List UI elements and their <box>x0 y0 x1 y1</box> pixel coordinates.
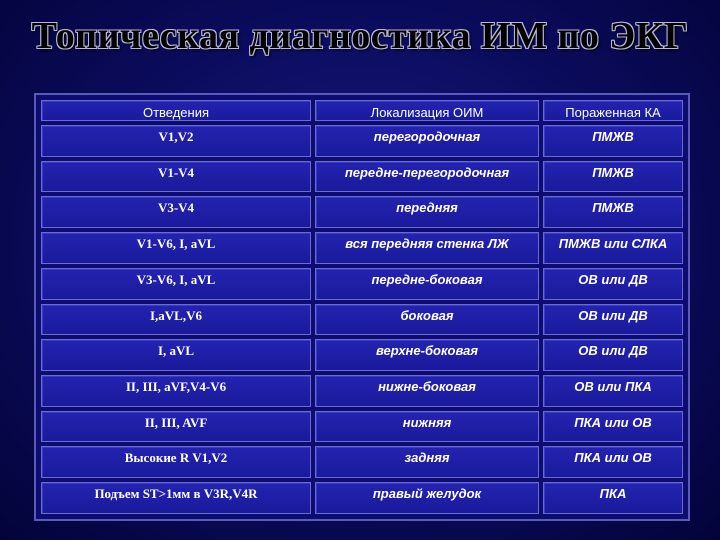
cell-artery: ОВ или ДВ <box>543 304 683 336</box>
table-row <box>41 196 683 228</box>
cell-artery: ПКА или ОВ <box>543 446 683 478</box>
cell-artery: ПКА <box>543 482 683 514</box>
cell-localization: перегородочная <box>315 125 539 157</box>
cell-localization: боковая <box>315 304 539 336</box>
table-row <box>41 339 683 371</box>
table-row <box>41 161 683 193</box>
cell-leads: Подъем ST>1мм в V3R,V4R <box>41 482 311 514</box>
cell-leads: V1-V6, I, aVL <box>41 232 311 264</box>
cell-localization: верхне-боковая <box>315 339 539 371</box>
table-row <box>41 446 683 478</box>
table-row <box>41 304 683 336</box>
header-leads: Отведения <box>41 100 311 121</box>
cell-localization: передне-перегородочная <box>315 161 539 193</box>
table-row <box>41 232 683 264</box>
cell-localization: передне-боковая <box>315 268 539 300</box>
cell-localization: нижне-боковая <box>315 375 539 407</box>
ecg-localization-table <box>37 96 687 518</box>
cell-localization: передняя <box>315 196 539 228</box>
cell-localization: нижняя <box>315 411 539 443</box>
cell-artery: ОВ или ПКА <box>543 375 683 407</box>
table-row <box>41 411 683 443</box>
table-row <box>41 375 683 407</box>
cell-leads: V1,V2 <box>41 125 311 157</box>
cell-artery: ОВ или ДВ <box>543 268 683 300</box>
cell-leads: I, aVL <box>41 339 311 371</box>
cell-artery: ОВ или ДВ <box>543 339 683 371</box>
cell-localization: вся передняя стенка ЛЖ <box>315 232 539 264</box>
cell-artery: ПКА или ОВ <box>543 411 683 443</box>
table-row <box>41 268 683 300</box>
table-row <box>41 125 683 157</box>
cell-leads: V3-V4 <box>41 196 311 228</box>
slide-title: Топическая диагностика ИМ по ЭКГ <box>31 15 689 57</box>
cell-leads: II, III, AVF <box>41 411 311 443</box>
cell-artery: ПМЖВ <box>543 196 683 228</box>
cell-localization: задняя <box>315 446 539 478</box>
header-affected-artery: Пораженная КА <box>543 100 683 121</box>
table-header-row <box>41 100 683 121</box>
cell-artery: ПМЖВ или СЛКА <box>543 232 683 264</box>
table-row <box>41 482 683 514</box>
header-localization: Локализация ОИМ <box>315 100 539 121</box>
cell-leads: V3-V6, I, aVL <box>41 268 311 300</box>
cell-artery: ПМЖВ <box>543 161 683 193</box>
cell-leads: Высокие R V1,V2 <box>41 446 311 478</box>
cell-localization: правый желудок <box>315 482 539 514</box>
cell-artery: ПМЖВ <box>543 125 683 157</box>
cell-leads: II, III, aVF,V4-V6 <box>41 375 311 407</box>
cell-leads: V1-V4 <box>41 161 311 193</box>
cell-leads: I,aVL,V6 <box>41 304 311 336</box>
